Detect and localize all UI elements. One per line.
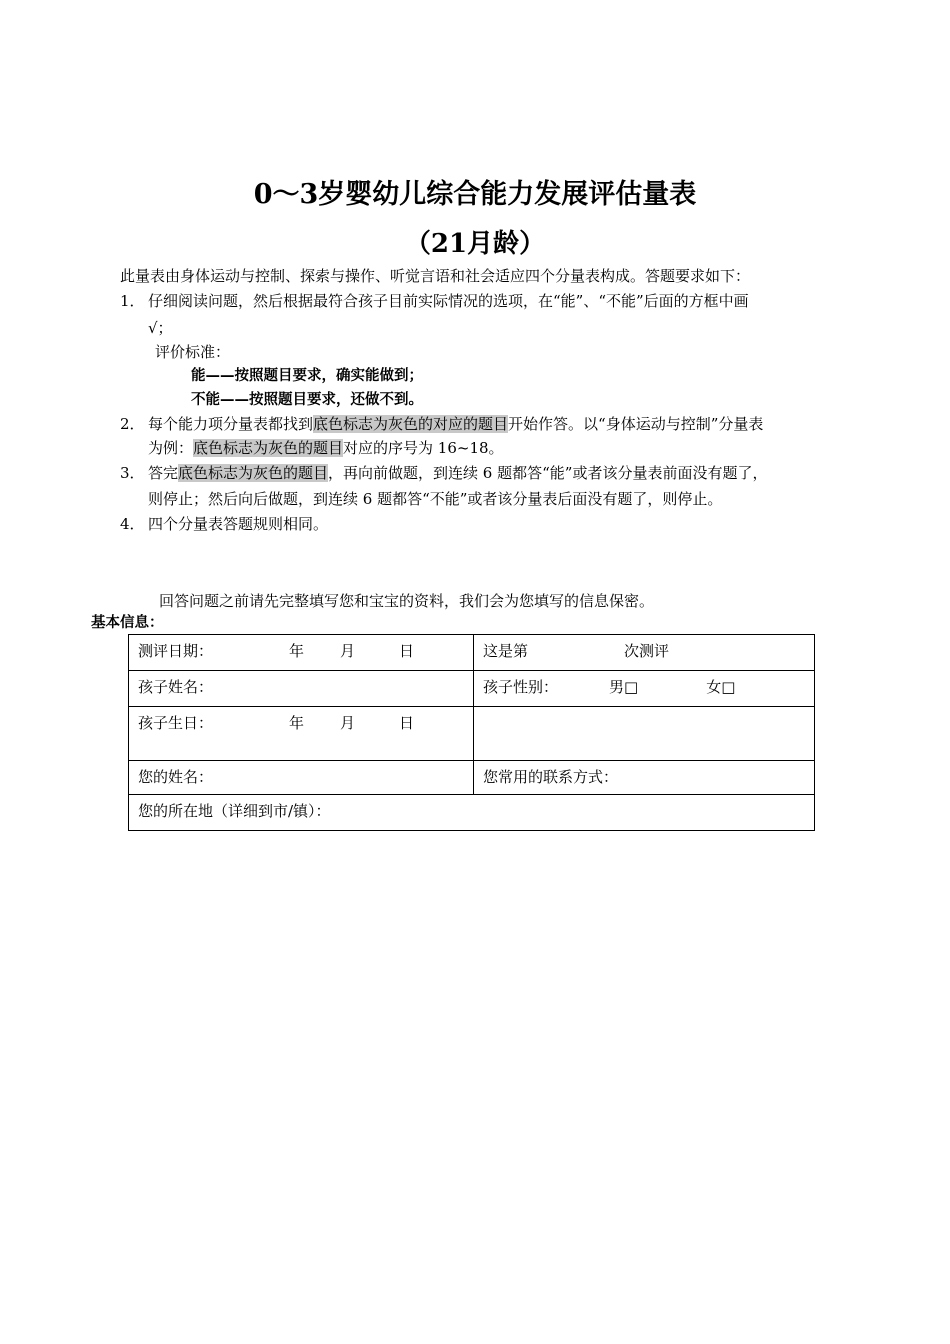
item-text: 答完 xyxy=(148,464,179,482)
item-text: 开始作答。以“身体运动与控制”分量表 xyxy=(508,415,764,433)
item-number: 2． xyxy=(120,415,145,433)
instruction-item-3 xyxy=(120,463,767,483)
item-3-continuation: 则停止；然后向后做题，到连续 6 题都答“不能”或者该分量表后面没有题了，则停止。 xyxy=(148,490,723,508)
item-text: 每个能力项分量表都找到 xyxy=(148,415,314,433)
location-cell[interactable] xyxy=(129,795,815,831)
criteria-cannot: 不能——按照题目要求，还做不到。 xyxy=(191,392,423,408)
highlighted-text: 底色标志为灰色的对应的题目 xyxy=(313,415,509,433)
eval-count-cell[interactable] xyxy=(474,635,815,671)
child-gender-cell[interactable] xyxy=(474,671,815,707)
item-text: 对应的序号为 16~18。 xyxy=(343,439,504,457)
item-text: 为例： xyxy=(148,439,194,457)
day-label: 日 xyxy=(399,642,415,660)
criteria-can: 能——按照题目要求，确实能做到； xyxy=(191,368,423,384)
page-title: 0～3岁婴幼儿综合能力发展评估量表 xyxy=(253,179,697,210)
field-label: 您常用的联系方式： xyxy=(483,768,619,786)
instruction-item-4 xyxy=(120,514,328,534)
privacy-note: 回答问题之前请先完整填写您和宝宝的资料，我们会为您填写的信息保密。 xyxy=(159,592,655,610)
field-label: 测评日期： xyxy=(138,642,214,660)
field-label: 孩子姓名： xyxy=(138,678,214,696)
item-1-continuation: √； xyxy=(148,319,173,337)
female-checkbox[interactable]: 女□ xyxy=(706,678,736,696)
field-label: 孩子性别： xyxy=(483,678,559,696)
basic-info-form xyxy=(128,634,815,831)
day-label: 日 xyxy=(399,714,415,732)
month-label: 月 xyxy=(340,714,356,732)
instruction-item-1 xyxy=(120,291,749,311)
highlighted-text: 底色标志为灰色的题目 xyxy=(178,464,329,482)
item-2-continuation xyxy=(148,438,504,458)
page-subtitle: （21月龄） xyxy=(404,229,546,259)
item-number: 1． xyxy=(120,292,145,310)
eval-date-cell[interactable] xyxy=(129,635,474,671)
field-label: 孩子生日： xyxy=(138,714,214,732)
highlighted-text: 底色标志为灰色的题目 xyxy=(193,439,344,457)
empty-cell xyxy=(474,707,815,761)
item-text: 仔细阅读问题，然后根据最符合孩子目前实际情况的选项，在“能”、“不能”后面的方框中画 xyxy=(148,292,749,310)
your-name-cell[interactable] xyxy=(129,761,474,795)
field-label: 次测评 xyxy=(624,642,670,660)
male-checkbox[interactable]: 男□ xyxy=(609,678,639,696)
field-label: 您的所在地（详细到市/镇）： xyxy=(138,802,331,820)
child-birthday-cell[interactable] xyxy=(129,707,474,761)
item-text: ，再向前做题，到连续 6 题都答“能”或者该分量表前面没有题了， xyxy=(328,464,768,482)
contact-cell[interactable] xyxy=(474,761,815,795)
item-number: 4． xyxy=(120,515,145,533)
month-label: 月 xyxy=(340,642,356,660)
item-text: 四个分量表答题规则相同。 xyxy=(148,515,329,533)
basic-info-label: 基本信息： xyxy=(91,615,164,631)
criteria-label: 评价标准： xyxy=(155,343,231,361)
year-label: 年 xyxy=(289,714,305,732)
year-label: 年 xyxy=(289,642,305,660)
intro-text: 此量表由身体运动与控制、探索与操作、听觉言语和社会适应四个分量表构成。答题要求如下： xyxy=(120,267,751,285)
item-number: 3． xyxy=(120,464,145,482)
instruction-item-2 xyxy=(120,414,763,434)
child-name-cell[interactable] xyxy=(129,671,474,707)
field-label: 您的姓名： xyxy=(138,768,214,786)
field-label: 这是第 xyxy=(483,642,529,660)
